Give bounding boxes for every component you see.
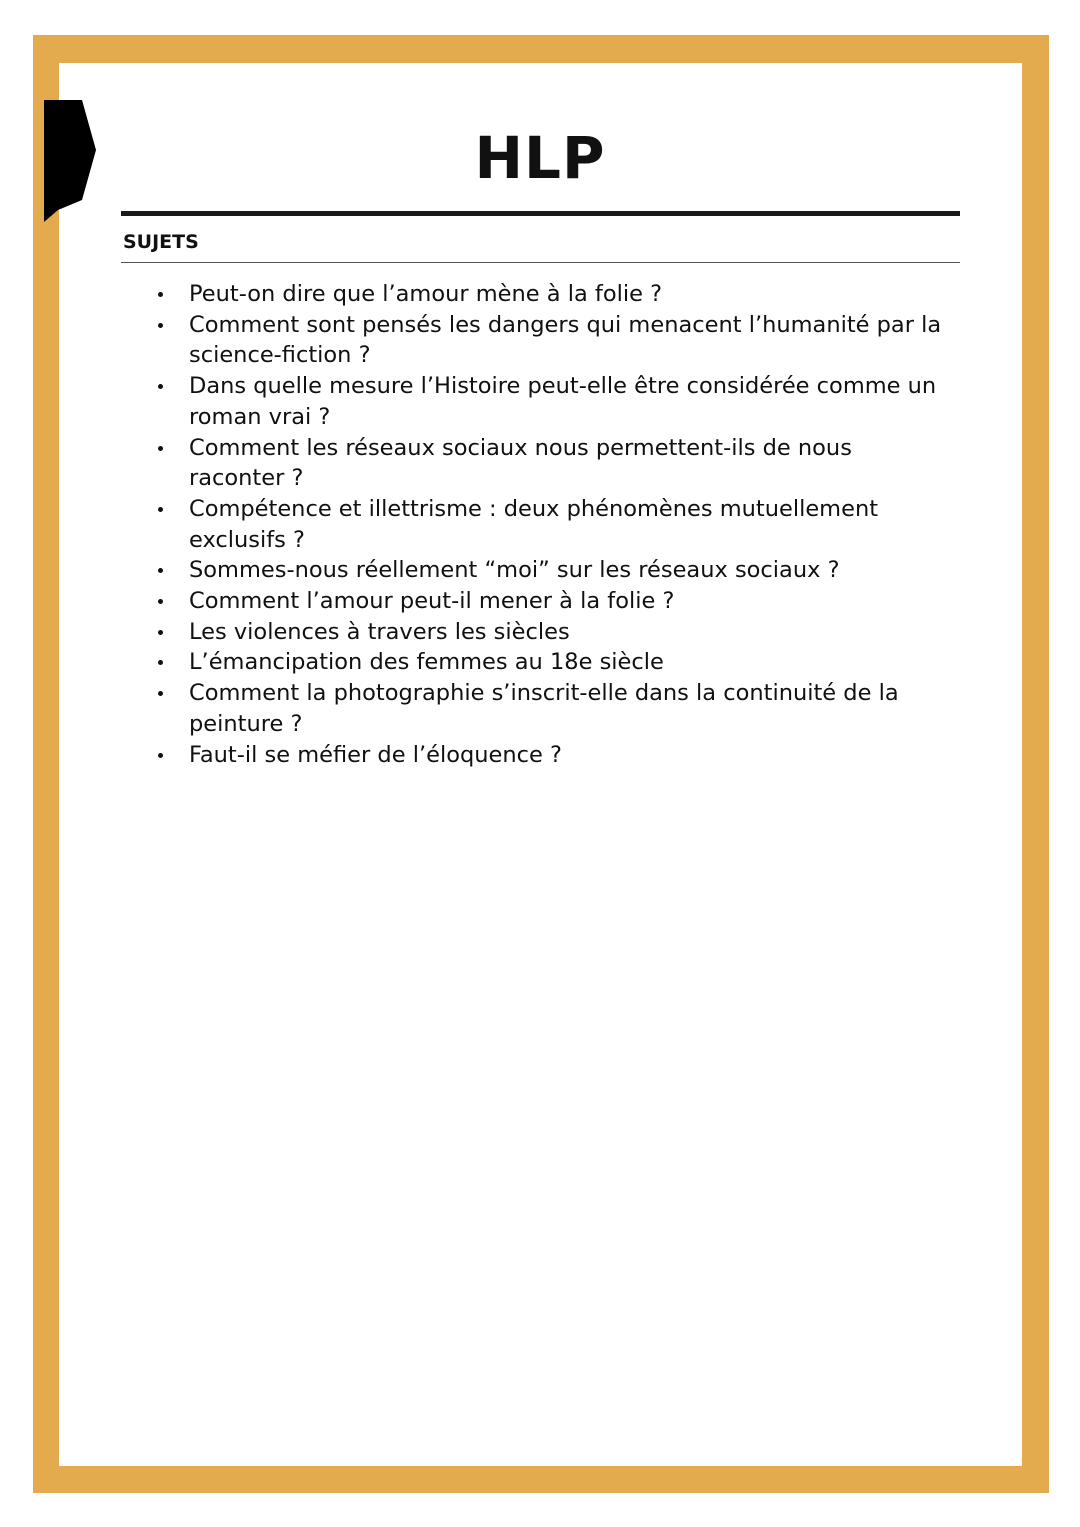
- topic-text: Comment les réseaux sociaux nous permettent-ils de nous raconter ?: [189, 434, 852, 492]
- list-item: [189, 371, 954, 432]
- bullet-icon: [158, 323, 163, 328]
- bullet-icon: [158, 507, 163, 512]
- topic-text: Faut-il se méfier de l’éloquence ?: [189, 741, 562, 768]
- bullet-icon: [158, 753, 163, 758]
- list-item: [189, 586, 954, 617]
- topic-text: Sommes-nous réellement “moi” sur les réseaux sociaux ?: [189, 557, 840, 584]
- topic-text: Comment sont pensés les dangers qui menacent l’humanité par la science-fiction ?: [189, 311, 942, 369]
- bullet-icon: [158, 599, 163, 604]
- topic-text: Peut-on dire que l’amour mène à la folie ?: [189, 281, 663, 307]
- section-divider: [121, 262, 960, 263]
- list-item: [189, 279, 954, 310]
- topic-text: Comment la photographie s’inscrit-elle dans la continuité de la peinture ?: [189, 680, 899, 737]
- topic-list: [189, 279, 954, 770]
- bullet-icon: [158, 630, 163, 635]
- list-item: [189, 555, 954, 586]
- topic-text: L’émancipation des femmes au 18e siècle: [189, 649, 664, 676]
- bullet-icon: [158, 292, 163, 297]
- section-heading: SUJETS: [123, 231, 199, 253]
- topic-text: Les violences à travers les siècles: [189, 618, 570, 645]
- topic-text: Compétence et illettrisme : deux phénomènes mutuellement exclusifs ?: [189, 495, 879, 553]
- list-item: [189, 494, 954, 555]
- list-item: [189, 740, 954, 771]
- page-title: HLP: [474, 124, 606, 192]
- title-divider: [121, 211, 960, 216]
- list-item: [189, 647, 954, 678]
- list-item: [189, 678, 954, 739]
- topic-text: Dans quelle mesure l’Histoire peut-elle être considérée comme un roman vrai ?: [189, 373, 937, 430]
- list-item: [189, 617, 954, 648]
- list-item: [189, 310, 954, 371]
- topic-text: Comment l’amour peut-il mener à la folie ?: [189, 588, 675, 615]
- list-item: [189, 433, 954, 494]
- bullet-icon: [158, 446, 163, 451]
- section-tab-marker: [44, 100, 96, 222]
